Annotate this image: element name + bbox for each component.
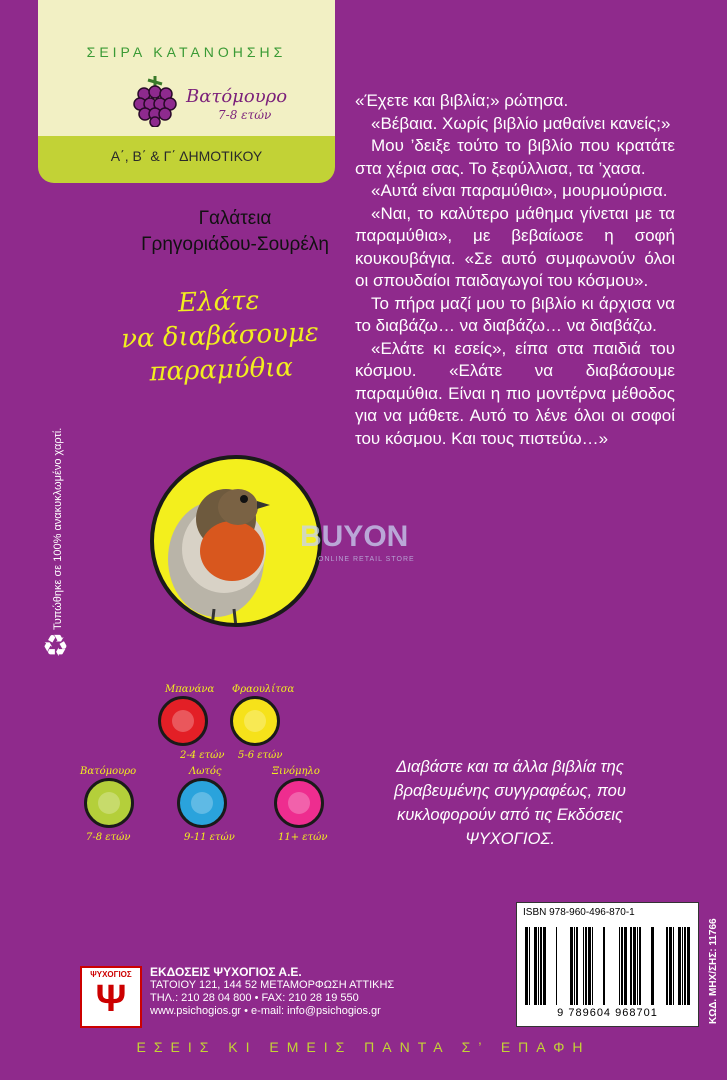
body-paragraph: «Ελάτε κι εσείς», είπα στα παιδιά του κόσμου. «Ελάτε να διαβάσουμε παραμύθια. Είναι η πιο μοντέρνα μέθοδος για να μάθετε. Αυτό το λένε όλοι οι σοφοί του κόσμου. Και τους πιστεύω…» [355,338,675,448]
publisher-logo-text: ΨΥΧΟΓΙΟΣ [90,970,132,979]
isbn: ISBN 978-960-496-870-1 [523,907,635,918]
barcode-bar [637,927,638,1005]
book-title-line-3: παραμύθια [148,352,294,388]
fruit-age: 5-6 ετών [238,750,283,761]
body-paragraph: «Αυτά είναι παραμύθια», μουρμούρισα. [371,181,668,200]
author-first-name: Γαλάτεια [198,208,272,229]
barcode-bar [684,927,686,1005]
publisher-name: ΕΚΔΟΣΕΙΣ ΨΥΧΟΓΙΟΣ Α.Ε. [150,965,302,979]
barcode-bars [525,927,690,1005]
publisher-address: ΤΑΤΟΙΟΥ 121, 144 52 ΜΕΤΑΜΟΡΦΩΣΗ ΑΤΤΙΚΗΣ [150,979,395,991]
watermark-brand: BUYON [300,520,409,553]
barcode-bar [633,927,636,1005]
barcode-bar [529,927,530,1005]
fruit-age: 2-4 ετών [180,750,225,761]
barcode-bar [574,927,575,1005]
fruit-name: Φραουλίτσα [232,684,295,695]
barcode-bar [673,927,674,1005]
series-panel-top [38,0,335,136]
fruit-name: Μπανάνα [165,684,215,695]
series-panel [38,0,335,183]
blackberry-icon [130,72,180,127]
recycled-paper-note: Τυπώθηκε σε 100% ανακυκλωμένο χαρτί. [52,427,64,630]
fruit-name: Ξινόμηλο [272,766,320,777]
product-code: ΚΩΔ. ΜΗΧ/ΣΗΣ: 11766 [708,918,719,1024]
publisher-logo [80,966,142,1028]
barcode-bar [666,927,668,1005]
barcode-bar [619,927,620,1005]
apple-icon [274,778,324,828]
barcode-bar [682,927,683,1005]
book-title-line-1: Ελάτε [177,285,260,319]
barcode-bar [639,927,641,1005]
fruit-name: Βατόμουρο [80,766,137,777]
recycle-icon: ♻ [42,630,69,663]
barcode-bar [603,927,605,1005]
body-paragraph: «Βέβαια. Χωρίς βιβλίο μαθαίνει κανείς;» [371,113,671,133]
blackberry-icon [84,778,134,828]
book-title [88,280,351,391]
barcode-bar [583,927,584,1005]
footer-slogan: ΕΣΕΙΣ ΚΙ ΕΜΕΙΣ ΠΑΝΤΑ Σ’ ΕΠΑΦΗ [136,1039,591,1055]
fruit-name: Λωτός [189,766,222,777]
barcode-bar [624,927,627,1005]
author-last-name: Γρηγοριάδου-Σουρέλη [141,234,329,255]
barcode-bar [543,927,546,1005]
book-title-line-2: να διαβάσουμε [120,317,320,355]
body-paragraph: Μου ’δειξε τούτο το βιβλίο που κρατάτε στα χέρια σας. Το ξεφύλλισα, τα ’χασα. [355,136,675,178]
barcode-bar [588,927,591,1005]
ean-number: 9 789604 968701 [557,1007,658,1019]
body-paragraph: «Ναι, το καλύτερο μάθημα γίνεται με τα παραμύθια», με βεβαίωσε η σοφή κουκουβάγια. «Σε αυτό συμφωνούν όλοι οι σπουδαίοι παιδαγωγοί του κόσμου». [355,203,675,290]
barcode-bar [570,927,573,1005]
series-grades: Α΄, Β΄ & Γ΄ ΔΗΜΟΤΙΚΟΥ [110,148,263,164]
barcode [516,902,699,1027]
barcode-bar [585,927,587,1005]
barcode-bar [687,927,690,1005]
series-age: 7-8 ετών [218,108,272,122]
author [130,206,340,258]
barcode-bar [576,927,578,1005]
series-title: ΣΕΙΡΑ ΚΑΤΑΝΟΗΣΗΣ [86,44,287,60]
body-paragraph: «Έχετε και βιβλία;» ρώτησα. [355,91,569,110]
fruit-age: 7-8 ετών [86,832,131,843]
barcode-bar [534,927,537,1005]
persimmon-icon [177,778,227,828]
publisher-phone: ΤΗΛ.: 210 28 04 800 • FAX: 210 28 19 550 [150,992,359,1004]
watermark-tagline: ONLINE RETAIL STORE [318,556,415,563]
psi-icon: Ψ [95,978,127,1020]
back-cover-text [355,90,675,450]
barcode-bar [556,927,557,1005]
barcode-bar [540,927,542,1005]
publisher-web: www.psichogios.gr • e-mail: info@psichogios.gr [150,1005,381,1017]
promo-text: Διαβάστε και τα άλλα βιβλία της βραβευμένης συγγραφέως, που κυκλοφορούν από τις Εκδόσεις ΨΥΧΟΓΙΟΣ. [394,758,626,848]
fruit-age: 9-11 ετών [184,832,235,843]
body-paragraph: Το πήρα μαζί μου το βιβλίο κι άρχισα να το διαβάζω… να διαβάζω… να διαβάζω. [355,293,675,335]
banana-icon [158,696,208,746]
publisher-info [150,966,394,1018]
barcode-bar [621,927,623,1005]
fruit-age: 11+ ετών [278,832,328,843]
robin-icon [154,459,318,623]
strawberry-icon [230,696,280,746]
barcode-bar [669,927,672,1005]
barcode-bar [630,927,632,1005]
robin-illustration [150,455,322,627]
barcode-bar [678,927,681,1005]
barcode-bar [592,927,593,1005]
barcode-bar [651,927,654,1005]
series-name: Βατόμουρο [186,86,288,107]
barcode-bar [538,927,539,1005]
barcode-bar [525,927,528,1005]
